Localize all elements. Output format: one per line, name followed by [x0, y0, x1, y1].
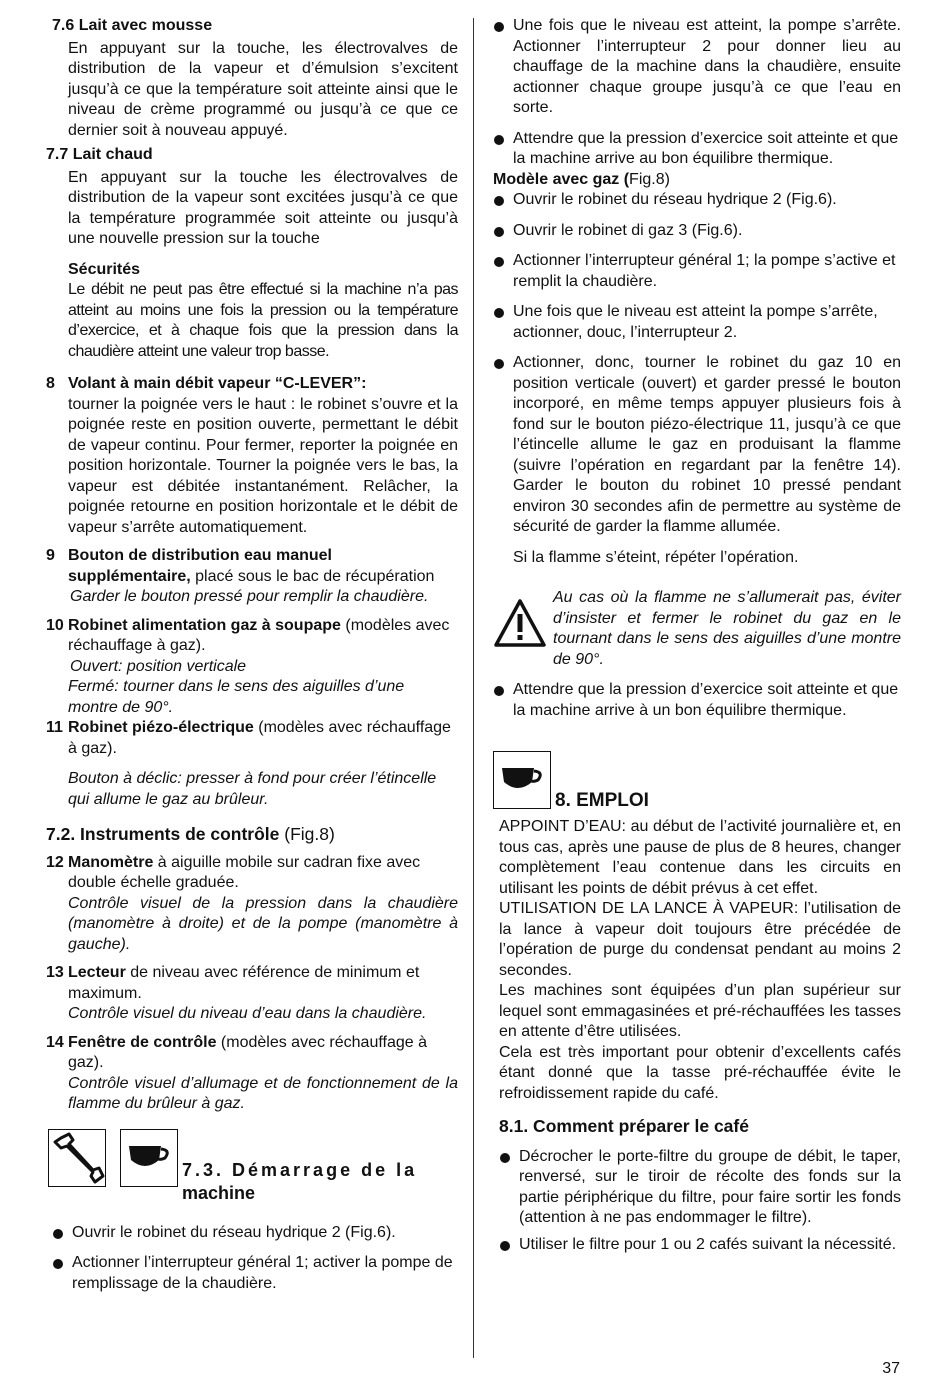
wrench-icon [48, 1129, 106, 1187]
warning-triangle-icon [493, 598, 547, 655]
item-13 [46, 963, 458, 1025]
bullet-dot [500, 1153, 510, 1163]
item-13-rest: de niveau avec référence de minimum et maximum. [68, 964, 420, 1002]
section-7-6-heading: 7.6 Lait avec mousse [52, 17, 213, 34]
paragraph: Les machines sont équipées d’un plan supérieur sur lequel sont emmagasinées et pré-réchauffées les tasses en attente d’être utilisées. [499, 982, 901, 1040]
gas-model-heading: Modèle avec gaz (Fig.8) [493, 170, 670, 188]
item-11-title: Robinet piézo-électrique [68, 719, 254, 736]
item-8 [46, 374, 458, 538]
section-7-6-body: En appuyant sur la touche, les électrovalves de distribution de la vapeur et d’émulsion s’excitent jusqu’à ce que la température soit atteinte ainsi que le niveau de crème programmé ou jusqu’à ce que ce dernier soit à nouveau appuyé. [68, 39, 458, 139]
column-divider [473, 18, 474, 1358]
bullet-item: Attendre que la pression d’exercice soit atteinte et que la machine arrive à un bon équilibre thermique. [493, 680, 901, 721]
bullet-dot [494, 308, 504, 318]
item-number: 14 [46, 1033, 64, 1051]
item-number: 10 [46, 616, 64, 634]
section-7-7-heading: 7.7 Lait chaud [46, 146, 153, 163]
bullet-item: Une fois que le niveau est atteint, la pompe s’arrête. Actionner l’interrupteur 2 pour donner lieu au chauffage de la machine dans la chaudière, ensuite actionner chaque groupe jusqu’à ce que l’eau en sorte. [493, 16, 901, 119]
bullet-dot [494, 227, 504, 237]
warning-text: Au cas où la flamme ne s’allumerait pas, éviter d’insister et fermer le robinet du gaz en le tournant dans le sens des aiguilles d’une montre de 90°. [553, 589, 901, 668]
item-8-body: tourner la poignée vers le haut : le robinet s’ouvre et la poignée reste en position ouverte, permettant le débit de vapeur continu. Pour fermer, reporter la poignée en position horizontale. Tourner la poignée vers le bas, la vapeur est débitée instantanément. Relâcher, la poignée retourne en position horizontale et le débit de vapeur s’arrête automatiquement. [68, 395, 458, 536]
warning-box [493, 588, 901, 670]
item-10-italic-1: Ouvert: position verticale [70, 657, 247, 675]
item-8-title: Volant à main débit vapeur “C-LEVER”: [68, 375, 367, 392]
item-14 [46, 1033, 458, 1115]
item-10 [46, 616, 458, 719]
item-number: 8 [46, 375, 55, 392]
bullet-item: Actionner l’interrupteur général 1; la pompe s’active et remplit la chaudière. [493, 251, 901, 292]
item-11 [46, 718, 458, 810]
repeat-note: Si la flamme s’éteint, répéter l’opération. [513, 548, 799, 566]
paragraph: APPOINT D’EAU: au début de l’activité journalière et, en tous cas, après une pause de plus de 8 heures, changer complètement l’eau contenue dans les circuits en utilisant les points de débit prévus à cet effet. [499, 818, 901, 897]
bullet-dot [500, 1241, 510, 1251]
bullet-item: Actionner l’interrupteur général 1; activer la pompe de remplissage de la chaudière. [52, 1253, 458, 1294]
item-9-italic: Garder le bouton pressé pour remplir la chaudière. [70, 588, 429, 605]
item-number: 12 [46, 853, 64, 871]
item-12-title: Manomètre [68, 853, 154, 871]
securites-heading: Sécurités [68, 260, 141, 278]
cup-icon [493, 751, 551, 809]
section-8-body [499, 817, 901, 1104]
bullet-item: Utiliser le filtre pour 1 ou 2 cafés suivant la nécessité. [499, 1235, 901, 1256]
section-7-2-heading: 7.2. Instruments de contrôle (Fig.8) [46, 824, 335, 844]
bullet-dot [53, 1229, 63, 1239]
item-12-rest: à aiguille mobile sur cadran fixe avec double échelle graduée. [68, 853, 421, 891]
item-12 [46, 853, 458, 956]
bullet-item: Ouvrir le robinet du réseau hydrique 2 (Fig.6). [52, 1223, 458, 1244]
paragraph: UTILISATION DE LA LANCE À VAPEUR: l’utilisation de la lance à vapeur doit toujours être précédée de l’opération de purge du condensat pendant au moins 2 secondes. [499, 900, 901, 979]
item-number: 9 [46, 547, 55, 564]
section-7-3-header [46, 1129, 458, 1207]
securites-body: Le débit ne peut pas être effectué si la machine n’a pas atteint au moins une fois la pression ou la température d’exercice, et à chaque fois que la pression dans la chaudière atteint une valeur trop basse. [68, 281, 458, 360]
bullet-dot [494, 359, 504, 369]
bullet-dot [494, 22, 504, 32]
item-14-title: Fenêtre de contrôle [68, 1033, 217, 1051]
section-8-heading: 8. EMPLOI [555, 790, 649, 811]
item-13-title: Lecteur [68, 964, 126, 981]
bullet-dot [494, 257, 504, 267]
item-10-rest: (modèles avec réchauffage à gaz). [68, 616, 450, 654]
bullet-item: Ouvrir le robinet di gaz 3 (Fig.6). [493, 221, 901, 242]
section-7-7-body: En appuyant sur la touche les électrovalves de distribution de la vapeur sont excitées jusqu’à ce que la température programmée soit atteinte ou jusqu’à une nouvelle pression sur la touche [68, 168, 458, 247]
bullet-dot [494, 135, 504, 145]
bullet-item: Décrocher le porte-filtre du groupe de débit, le taper, renversé, sur le tiroir de récolte des fonds sur la partie périphérique du filtre, pour faire sortir les fonds (attention à ne pas endommager le filtre). [499, 1147, 901, 1229]
cup-icon [120, 1129, 178, 1187]
item-number: 13 [46, 964, 64, 981]
item-9-rest: placé sous le bac de récupération [190, 567, 435, 585]
item-9-title: Bouton de distribution eau manuel supplémentaire, [68, 547, 332, 585]
item-11-italic: Bouton à déclic: presser à fond pour créer l’étincelle qui allume le gaz au brûleur. [68, 770, 437, 808]
bullet-item: Actionner, donc, tourner le robinet du gaz 10 en position verticale (ouvert) et garder pressé le bouton incorporé, en même temps appuyer plusieurs fois à fond sur le bouton piézo-électrique 11, jusqu’à ce que l’étincelle allume le gaz en produisant la flamme (suivre l’opération en regardant par la fenêtre 14). Garder le bouton du robinet 10 pressé pendant environ 30 secondes afin de permettre au système de sécurité de garder la flamme allumée. [493, 353, 901, 538]
bullet-item: Ouvrir le robinet du réseau hydrique 2 (Fig.6). [493, 190, 901, 211]
section-8-1-heading: 8.1. Comment préparer le café [499, 1116, 749, 1136]
right-column [493, 16, 901, 1255]
item-10-italic-2: Fermé: tourner dans le sens des aiguilles d’une montre de 90°. [68, 678, 405, 716]
item-9 [46, 546, 458, 608]
item-number: 11 [46, 719, 63, 736]
paragraph: Cela est très important pour obtenir d’excellents cafés étant donné que la tasse pré-réchauffée évite le refroidissement rapide du café. [499, 1043, 901, 1102]
item-14-rest: (modèles avec réchauffage à gaz). [68, 1033, 427, 1071]
item-10-title: Robinet alimentation gaz à soupape [68, 616, 341, 634]
item-11-rest: (modèles avec réchauffage à gaz). [68, 719, 451, 757]
page-number: 37 [882, 1359, 900, 1377]
bullet-item: Une fois que le niveau est atteint la pompe s’arrête, actionner, douc, l’interrupteur 2. [493, 302, 901, 343]
bullet-item: Attendre que la pression d’exercice soit atteinte et que la machine arrive au bon équilibre thermique. [493, 129, 901, 170]
bullet-dot [494, 196, 504, 206]
bullet-dot [494, 686, 504, 696]
section-8-header [493, 751, 901, 817]
item-14-italic: Contrôle visuel d’allumage et de fonctionnement de la flamme du brûleur à gaz. [68, 1074, 458, 1112]
section-7-3-heading: 7.3. Démarrage de la machine [182, 1159, 418, 1203]
item-12-italic: Contrôle visuel de la pression dans la chaudière (manomètre à droite) et de la pompe (manomètre à gauche). [68, 894, 458, 953]
left-column [46, 16, 458, 1294]
item-13-italic: Contrôle visuel du niveau d’eau dans la chaudière. [68, 1005, 427, 1022]
bullet-dot [53, 1259, 63, 1269]
